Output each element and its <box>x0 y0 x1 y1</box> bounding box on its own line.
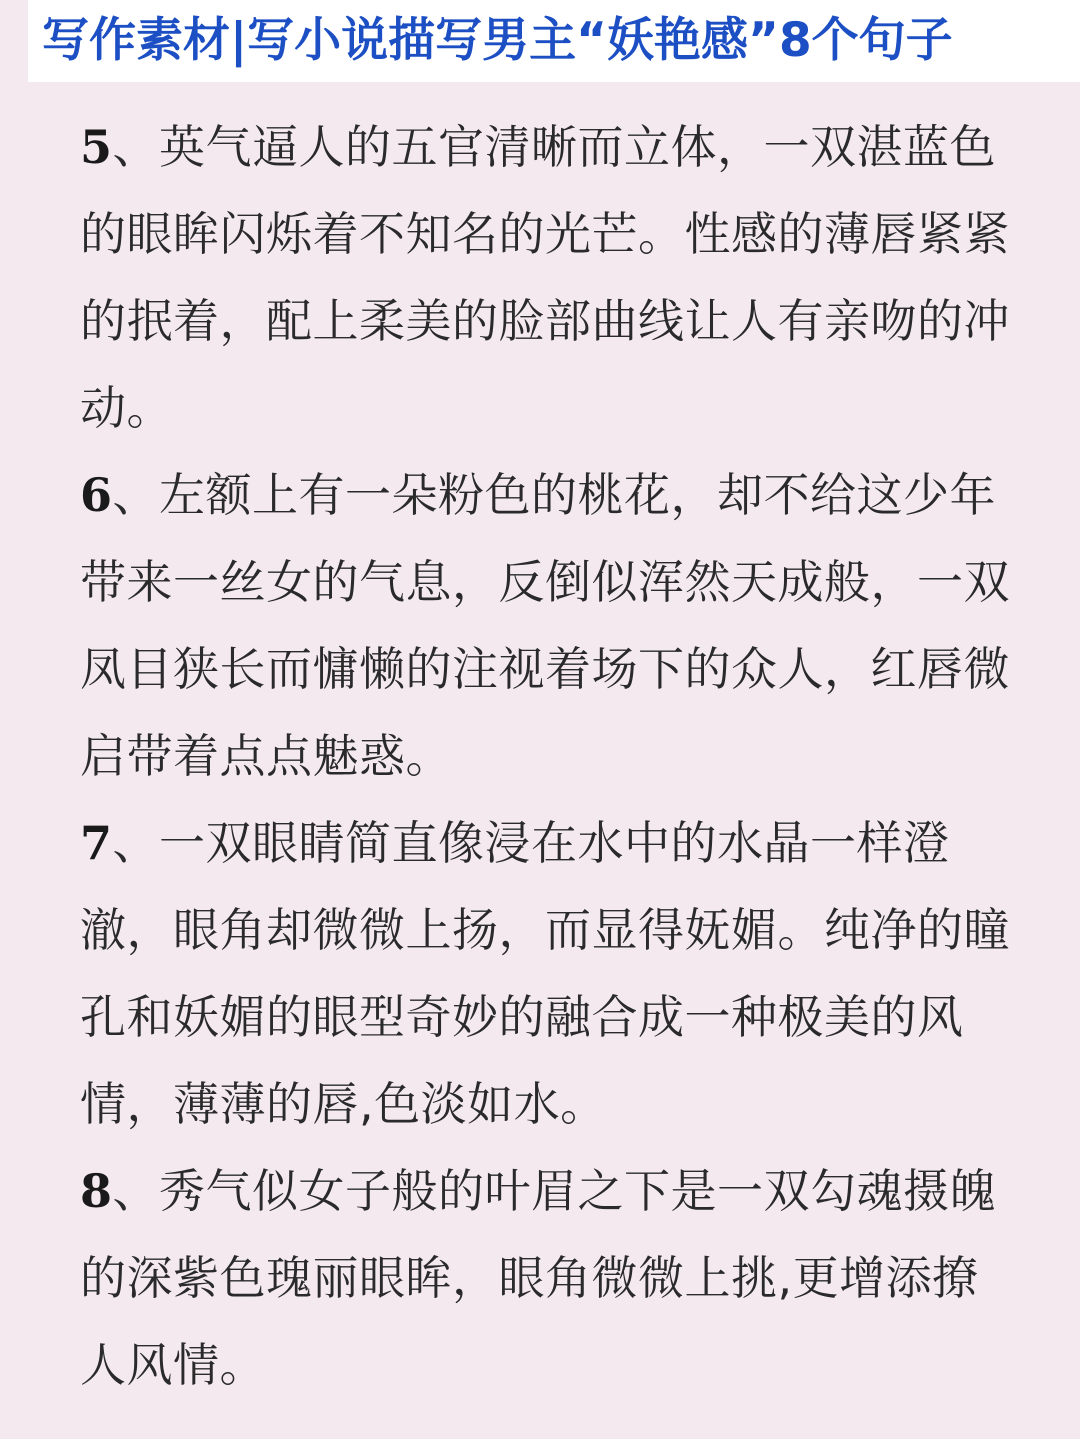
sentence-item-5 <box>80 104 1020 452</box>
sentence-text: 、左额上有一朵粉色的桃花，却不给这少年带来一丝女的气息，反倒似浑然天成般，一双凤目狭长而慵懒的注视着场下的众人，红唇微启带着点点魅惑。 <box>80 468 1010 783</box>
title-bar <box>28 0 1080 82</box>
sentence-item-6 <box>80 452 1020 800</box>
sentence-number: 8 <box>80 1164 113 1218</box>
sentence-item-7 <box>80 800 1020 1148</box>
sentence-text: 、秀气似女子般的叶眉之下是一双勾魂摄魄的深紫色瑰丽眼眸，眼角微微上挑,更增添撩人风情。 <box>80 1164 997 1392</box>
sentence-text: 、英气逼人的五官清晰而立体，一双湛蓝色的眼眸闪烁着不知名的光芒。性感的薄唇紧紧的抿着，配上柔美的脸部曲线让人有亲吻的冲动。 <box>80 120 1010 435</box>
sentence-number: 5 <box>80 120 113 174</box>
sentence-text: 、一双眼睛简直像浸在水中的水晶一样澄澈，眼角却微微上扬，而显得妩媚。纯净的瞳孔和妖媚的眼型奇妙的融合成一种极美的风情，薄薄的唇,色淡如水。 <box>80 816 1010 1131</box>
sentence-list <box>80 104 1020 1409</box>
sentence-number: 6 <box>80 468 113 522</box>
sentence-item-8 <box>80 1148 1020 1409</box>
page-title: 写作素材|写小说描写男主“妖艳感”8个句子 <box>42 13 953 68</box>
sentence-number: 7 <box>80 816 113 870</box>
